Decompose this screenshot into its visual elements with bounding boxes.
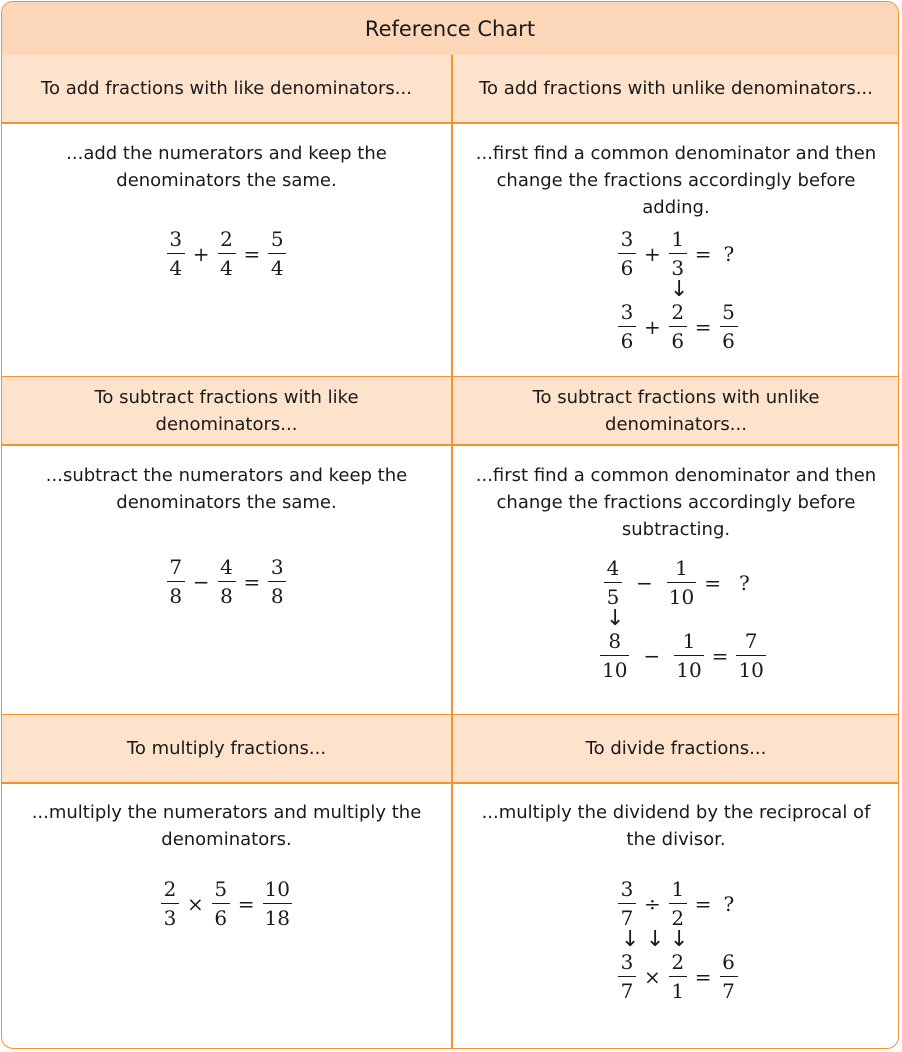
unknown-result: ? (723, 891, 735, 916)
denominator: 10 (736, 655, 765, 681)
denominator: 8 (268, 581, 286, 607)
numerator: 1 (675, 556, 688, 580)
denominator: 10 (667, 582, 696, 608)
divider (2, 782, 898, 784)
denominator: 6 (669, 326, 687, 352)
numerator: 7 (169, 555, 183, 579)
numerator: 7 (744, 629, 758, 653)
fraction (268, 556, 286, 607)
denominator: 7 (618, 903, 636, 929)
numerator: 3 (620, 877, 634, 901)
numerator: 3 (620, 950, 634, 974)
denominator: 10 (600, 655, 629, 681)
fraction (604, 557, 622, 608)
desc-sub-like: ...subtract the numerators and keep the denominators the same. (45, 465, 408, 513)
denominator: 6 (618, 326, 636, 352)
desc-sub-unlike: ...first find a common denominator and then change the fractions accordingly before subtracting. (475, 465, 877, 540)
fraction (720, 951, 738, 1002)
header-sub-unlike-text: To subtract fractions with unlike denominators... (532, 386, 820, 435)
equals-sign: = (694, 891, 712, 916)
header-add-unlike (452, 55, 899, 122)
numerator: 2 (163, 877, 177, 901)
operator: − (643, 643, 661, 668)
numerator: 3 (620, 227, 634, 251)
denominator: 7 (618, 976, 636, 1002)
denominator: 5 (604, 582, 622, 608)
denominator: 4 (268, 253, 286, 279)
denominator: 4 (167, 253, 185, 279)
header-sub-unlike (452, 377, 899, 444)
operator: × (187, 891, 204, 916)
numerator: 5 (722, 300, 735, 324)
denominator: 6 (212, 903, 230, 929)
operator: + (192, 241, 210, 266)
equals-sign: = (704, 570, 721, 595)
numerator: 2 (671, 300, 685, 324)
numerator: 3 (620, 300, 634, 324)
divider (2, 122, 898, 124)
denominator: 18 (263, 903, 292, 929)
down-arrow-icon: ↓ (670, 277, 689, 302)
denominator: 8 (218, 581, 236, 607)
fraction (167, 556, 185, 607)
down-arrow-icon: ↓ (621, 927, 640, 952)
header-multiply-text: To multiply fractions... (126, 738, 327, 759)
equation-add-unlike (616, 228, 776, 352)
header-divide-text: To divide fractions... (585, 738, 767, 759)
numerator: 1 (671, 227, 685, 251)
numerator: 4 (606, 556, 620, 580)
numerator: 1 (682, 629, 696, 653)
down-arrow-icon: ↓ (606, 606, 625, 631)
numerator: 10 (264, 877, 290, 901)
denominator: 3 (669, 253, 687, 279)
denominator: 1 (669, 976, 687, 1002)
numerator: 4 (220, 555, 233, 579)
desc-add-unlike: ...first find a common denominator and then change the fractions accordingly before adding. (475, 143, 877, 218)
numerator: 2 (220, 227, 233, 251)
fraction (667, 557, 696, 608)
desc-add-like: ...add the numerators and keep the denominators the same. (66, 143, 387, 191)
down-arrow-icon: ↓ (670, 927, 689, 952)
numerator: 2 (671, 950, 685, 974)
equals-sign: = (694, 314, 712, 339)
fraction (720, 301, 738, 352)
equals-sign: = (243, 569, 261, 594)
denominator: 4 (218, 253, 236, 279)
operator: ÷ (644, 891, 661, 916)
operator: × (644, 964, 661, 989)
header-multiply (2, 715, 451, 782)
fraction (618, 878, 636, 929)
fraction (618, 301, 636, 352)
reference-chart (1, 1, 899, 1049)
header-sub-like-text: To subtract fractions with like denominators... (94, 386, 359, 435)
fraction (212, 878, 230, 929)
denominator: 3 (161, 903, 179, 929)
fraction (669, 878, 687, 929)
equals-sign: = (243, 241, 261, 266)
equals-sign: = (711, 643, 729, 668)
fraction (600, 630, 629, 681)
header-add-like-text: To add fractions with like denominators... (41, 78, 412, 99)
header-add-like (2, 55, 451, 122)
equals-sign: = (694, 964, 712, 989)
numerator: 1 (671, 877, 685, 901)
fraction (218, 556, 236, 607)
column-divider (451, 55, 453, 1049)
desc-divide: ...multiply the dividend by the reciprocal of the divisor. (481, 802, 871, 850)
numerator: 8 (608, 629, 622, 653)
denominator: 2 (669, 903, 687, 929)
divider (2, 444, 898, 446)
denominator: 8 (167, 581, 185, 607)
fraction (736, 630, 765, 681)
operator: − (636, 570, 653, 595)
operator: + (644, 241, 661, 266)
equation-divide (616, 878, 776, 1002)
equation-sub-unlike (598, 557, 778, 681)
header-divide (452, 715, 899, 782)
equation-multiply (2, 878, 451, 929)
numerator: 5 (270, 227, 284, 251)
denominator: 6 (618, 253, 636, 279)
equals-sign: = (694, 241, 712, 266)
unknown-result: ? (738, 570, 750, 595)
numerator: 3 (169, 227, 183, 251)
header-sub-like (2, 377, 451, 444)
fraction (618, 951, 636, 1002)
fraction (268, 228, 286, 279)
fraction (669, 951, 687, 1002)
numerator: 5 (214, 877, 228, 901)
chart-title: Reference Chart (2, 2, 898, 56)
equals-sign: = (237, 891, 255, 916)
operator: + (644, 314, 661, 339)
numerator: 3 (270, 555, 284, 579)
numerator: 6 (722, 950, 735, 974)
fraction (161, 878, 179, 929)
operator: − (192, 569, 210, 594)
desc-multiply: ...multiply the numerators and multiply the denominators. (31, 802, 422, 850)
fraction (263, 878, 292, 929)
denominator: 6 (720, 326, 738, 352)
fraction (669, 228, 687, 279)
denominator: 10 (674, 655, 703, 681)
header-add-unlike-text: To add fractions with unlike denominators... (479, 78, 873, 99)
fraction (669, 301, 687, 352)
equation-sub-like (2, 556, 451, 607)
fraction (218, 228, 236, 279)
fraction (167, 228, 185, 279)
unknown-result: ? (723, 241, 735, 266)
denominator: 7 (720, 976, 738, 1002)
down-arrow-icon: ↓ (646, 927, 665, 952)
fraction (674, 630, 703, 681)
fraction (618, 228, 636, 279)
equation-add-like (2, 228, 451, 279)
